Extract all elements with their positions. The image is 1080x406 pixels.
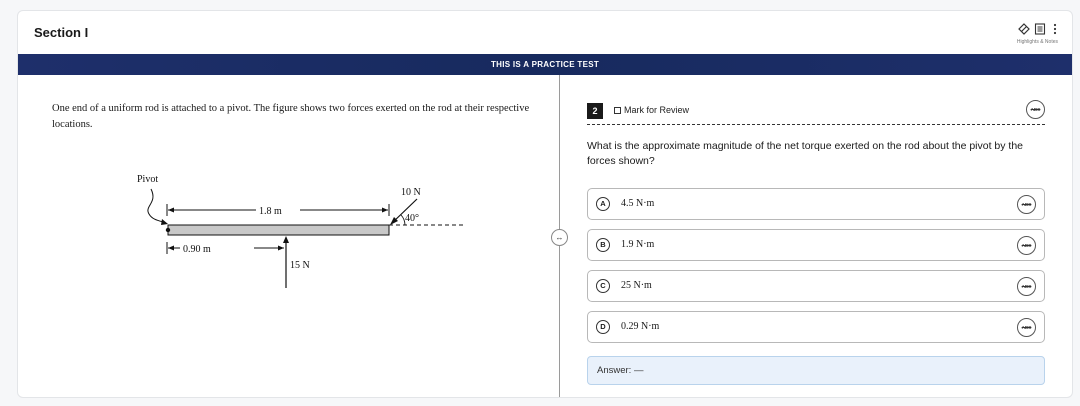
- dim-partial-arrowhead-right: [278, 246, 284, 251]
- choice-text-d: 0.29 N·m: [621, 321, 660, 332]
- mark-for-review-button[interactable]: [614, 105, 689, 115]
- pivot-arrowhead: [161, 219, 168, 225]
- eliminate-choice-c-button[interactable]: ABC: [1017, 277, 1036, 296]
- section-title: Section I: [34, 25, 89, 40]
- stimulus-pane: [18, 75, 558, 398]
- length-partial-label: 0.90 m: [183, 244, 211, 255]
- dim-arrowhead-left: [168, 208, 174, 213]
- choice-letter-a: A: [596, 197, 610, 211]
- resize-handle-icon[interactable]: ↔: [551, 229, 568, 246]
- practice-test-banner: THIS IS A PRACTICE TEST: [18, 54, 1072, 75]
- choice-letter-c: C: [596, 279, 610, 293]
- question-text: What is the approximate magnitude of the net torque exerted on the rod about the pivot by the forces shown?: [587, 140, 1024, 167]
- answer-choice-a[interactable]: [587, 188, 1045, 220]
- stimulus-text: One end of a uniform rod is attached to a pivot. The figure shows two forces exerted on the rod at their respective locations.: [52, 103, 530, 130]
- dim-partial-arrowhead-left: [168, 246, 174, 251]
- section-header: [18, 11, 1072, 54]
- answer-choice-d[interactable]: [587, 311, 1045, 343]
- eliminate-choice-b-button[interactable]: ABC: [1017, 236, 1036, 255]
- choice-text-c: 25 N·m: [621, 280, 652, 291]
- eliminate-choice-d-button[interactable]: ABC: [1017, 318, 1036, 337]
- force-top-label: 10 N: [401, 187, 421, 198]
- force-bottom-label: 15 N: [290, 260, 310, 271]
- tools-label: Highlights & Notes: [1016, 39, 1058, 45]
- angle-label: 40°: [405, 213, 419, 224]
- question-number: 2: [587, 103, 603, 119]
- dim-arrowhead-right: [382, 208, 388, 213]
- choice-text-a: 4.5 N·m: [621, 198, 655, 209]
- choice-letter-b: B: [596, 238, 610, 252]
- more-vertical-icon[interactable]: [1052, 23, 1058, 35]
- eliminator-toggle-button[interactable]: ABC: [1026, 100, 1045, 119]
- highlighter-icon[interactable]: [1018, 23, 1030, 35]
- pivot-label: Pivot: [137, 174, 159, 185]
- notes-icon[interactable]: [1034, 23, 1046, 35]
- answer-choice-c[interactable]: [587, 270, 1045, 302]
- answer-choice-b[interactable]: [587, 229, 1045, 261]
- force-15n-arrowhead: [283, 236, 289, 243]
- choice-letter-d: D: [596, 320, 610, 334]
- choice-text-b: 1.9 N·m: [621, 239, 655, 250]
- tools-area: [978, 21, 1058, 47]
- checkbox-icon[interactable]: [614, 107, 621, 114]
- pivot-arrow: [148, 189, 166, 223]
- question-header: [587, 103, 1045, 125]
- pivot-point: [166, 228, 170, 232]
- eliminate-choice-a-button[interactable]: ABC: [1017, 195, 1036, 214]
- mark-for-review-label: Mark for Review: [624, 105, 690, 115]
- answer-box: [587, 356, 1045, 385]
- test-window: [17, 10, 1073, 398]
- question-pane: [560, 75, 1073, 398]
- rod: [168, 225, 389, 235]
- answer-label: Answer: —: [597, 365, 644, 376]
- length-full-label: 1.8 m: [259, 206, 282, 217]
- rod-figure: [118, 170, 478, 300]
